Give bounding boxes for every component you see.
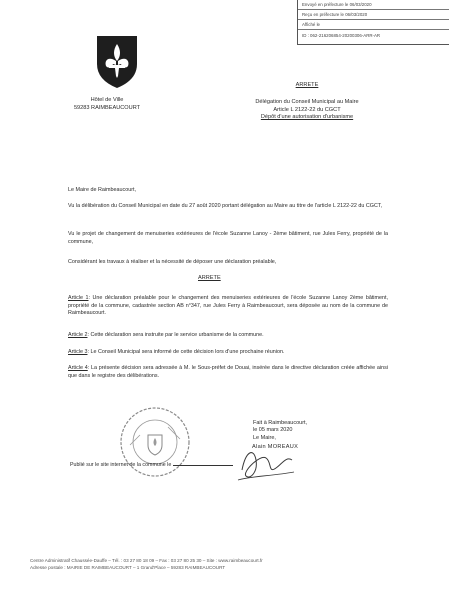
decree-subject: Dépôt d'une autorisation d'urbanisme — [260, 114, 354, 121]
publication-note — [70, 462, 233, 468]
stamp-divider — [298, 19, 449, 20]
signatory-name: Alain MOREAUX — [252, 444, 299, 450]
arrete-heading: ARRETE — [198, 275, 221, 281]
signature-block — [253, 420, 373, 442]
decree-subtitle-2: Article L 2122-22 du CGCT — [273, 106, 341, 113]
article-4-label: Article 4 — [68, 365, 88, 371]
footer-contact-line: Centre Administratif Chaussée-Dauffe – Tél. : 03 27 80 18 09 – Fax : 03 27 80 25 30 – Site : www.raimbeaucourt.fr — [30, 558, 263, 563]
decree-subtitle-1: Délégation du Conseil Municipal au Maire — [255, 99, 359, 106]
article-3 — [68, 349, 388, 357]
footer-address-line: Adresse postale : MAIRIE DE RAIMBEAUCOURT – 1 Grand'Place – 59283 RAIMBEAUCOURT — [30, 565, 226, 570]
decree-title: ARRETE — [295, 82, 319, 88]
article-3-label: Article 3 — [68, 349, 88, 355]
commune-postcode: 59283 RAIMBEAUCOURT — [73, 104, 141, 111]
article-2 — [68, 332, 388, 340]
article-2-text: : Cette déclaration sera instruite par le service urbanisme de la commune. — [87, 332, 264, 338]
decree-header — [232, 82, 382, 122]
article-3-text: : Le Conseil Municipal sera informé de cette décision lors d'une prochaine réunion. — [87, 349, 285, 355]
article-1-label: Article 1 — [68, 295, 89, 301]
article-4-text: : La présente décision sera adressée à M. le Sous-préfet de Douai, insérée dans le directive déclaration créée affichée ainsi que dans le registre des délibérations. — [68, 365, 388, 379]
commune-address — [52, 97, 162, 112]
coat-of-arms-icon — [95, 34, 139, 90]
town-hall-label: Hôtel de Ville — [90, 97, 124, 103]
article-1 — [68, 295, 388, 318]
signature-date: le 05 mars 2020 — [253, 427, 293, 434]
prefecture-receipt-stamp — [297, 0, 449, 45]
stamp-divider — [298, 9, 449, 10]
stamp-id-line: ID : 062-216206854-20200306-ARR-AR — [302, 33, 381, 38]
considerant-paragraph: Considérant les travaux à réaliser et la nécessité de déposer une déclaration préalable, — [68, 259, 277, 265]
vu-paragraph-1: Vu la délibération du Conseil Municipal en date du 27 août 2020 portant délégation au Maire au titre de l'article L 2122-22 du CGCT, — [68, 203, 383, 209]
publication-date-blank — [173, 465, 233, 466]
stamp-sent-line: Envoyé en préfecture le 06/03/2020 — [302, 2, 372, 7]
signature-role: Le Maire, — [253, 434, 276, 441]
vu-paragraph-2: Vu le projet de changement de menuiseries extérieures de l'école Suzanne Lanoy - 2ème bâtiment, rue Jules Ferry, propriété de la commune, — [68, 231, 388, 245]
stamp-received-line: Reçu en préfecture le 06/03/2020 — [302, 12, 368, 17]
article-2-label: Article 2 — [68, 332, 88, 338]
publication-text: Publié sur le site internet de la commune le — [70, 462, 172, 468]
signature-place: Fait à Raimbeaucourt, — [253, 420, 308, 426]
stamp-posted-line: Affiché le — [302, 22, 320, 27]
article-4 — [68, 365, 388, 380]
stamp-divider — [298, 29, 449, 30]
intro-line: Le Maire de Raimbeaucourt, — [68, 187, 137, 193]
page-footer — [30, 557, 430, 571]
article-1-text: : Une déclaration préalable pour le changement des menuiseries extérieures de l'école Suzanne Lanoy 2ème bâtiment, propriété de la commune, cadastrée section AB n°347, rue Jules Ferry à Raimbeaucourt, sera déposée au nom de la commune de Raimbeaucourt. — [68, 295, 388, 317]
